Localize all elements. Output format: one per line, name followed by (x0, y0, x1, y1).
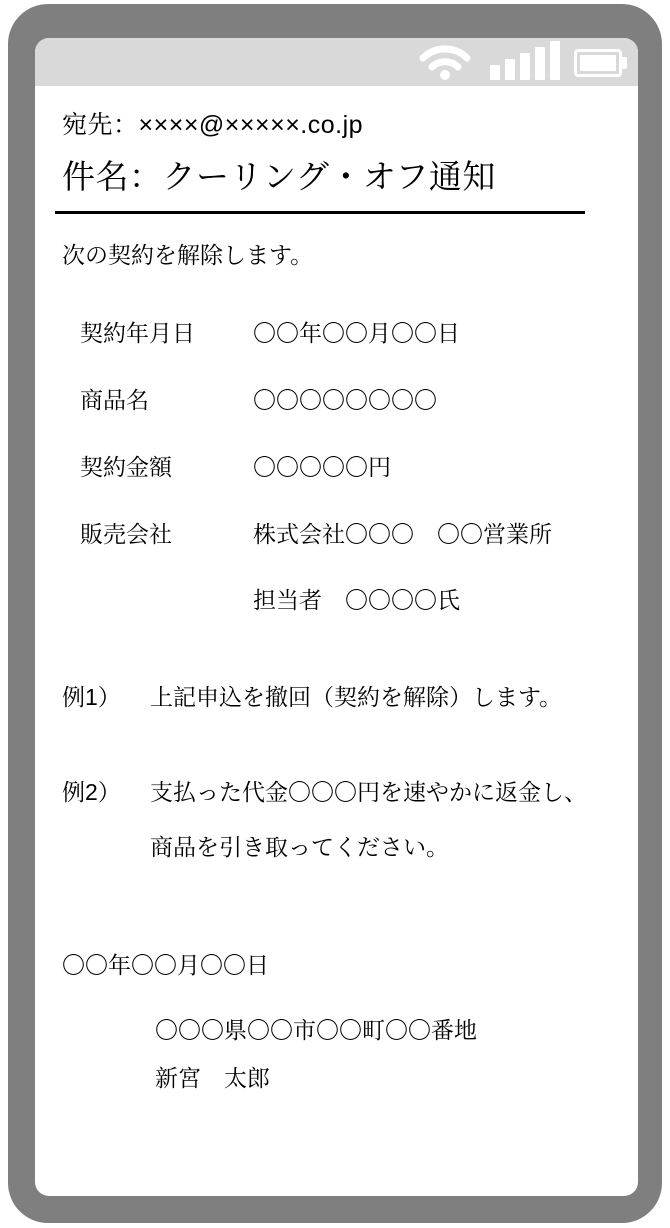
recipient-field[interactable] (62, 110, 620, 141)
table-row (80, 586, 620, 615)
example-text (150, 683, 620, 738)
table-row (80, 453, 620, 482)
example-text (150, 778, 620, 888)
contract-value: 〇〇年〇〇月〇〇日 (253, 320, 460, 347)
contract-label: 商品名 (80, 387, 149, 413)
example-label: 例1） (62, 684, 121, 710)
contract-value: 株式会社〇〇〇 〇〇営業所 (253, 520, 552, 547)
list-item (62, 683, 620, 738)
contract-label: 契約金額 (80, 453, 172, 480)
signal-bars-icon (485, 41, 560, 80)
recipient-label: 宛先： (62, 111, 139, 139)
battery-icon (574, 49, 622, 77)
body-intro: 次の契約を解除します。 (62, 241, 314, 268)
subject-divider (55, 211, 585, 214)
example-text-line: 上記申込を撤回（契約を解除）します。 (150, 684, 563, 710)
subject-field[interactable] (62, 156, 620, 197)
contract-table (62, 319, 620, 615)
subject-label: 件名： (62, 158, 163, 196)
subject-value: クーリング・オフ通知 (162, 158, 496, 196)
phone-frame (8, 4, 662, 1223)
contract-value: 〇〇〇〇〇円 (253, 453, 391, 480)
list-item (62, 778, 620, 888)
wifi-icon (419, 44, 471, 80)
email-compose-body (35, 86, 638, 1093)
sender-address: 〇〇〇県〇〇市〇〇町〇〇番地 (155, 1017, 477, 1043)
table-row (80, 520, 620, 549)
letter-date: 〇〇年〇〇月〇〇日 (62, 952, 269, 979)
example-clauses (62, 683, 620, 887)
example-text-line: 商品を引き取ってください。 (150, 833, 449, 860)
contract-label: 販売会社 (80, 520, 172, 547)
status-bar (35, 38, 638, 86)
sender-name: 新宮 太郎 (155, 1064, 270, 1091)
example-text-line: 支払った代金〇〇〇円を速やかに返金し、 (150, 778, 587, 805)
contract-label: 契約年月日 (80, 320, 195, 347)
recipient-value: ××××@×××××.co.jp (138, 111, 364, 139)
signature-block (62, 1016, 620, 1093)
phone-screen (35, 38, 638, 1196)
contract-value: 担当者 〇〇〇〇氏 (253, 587, 460, 614)
table-row (80, 386, 620, 415)
example-label: 例2） (62, 778, 121, 805)
contract-value: 〇〇〇〇〇〇〇〇 (253, 387, 437, 413)
contract-label (80, 586, 253, 615)
table-row (80, 319, 620, 348)
